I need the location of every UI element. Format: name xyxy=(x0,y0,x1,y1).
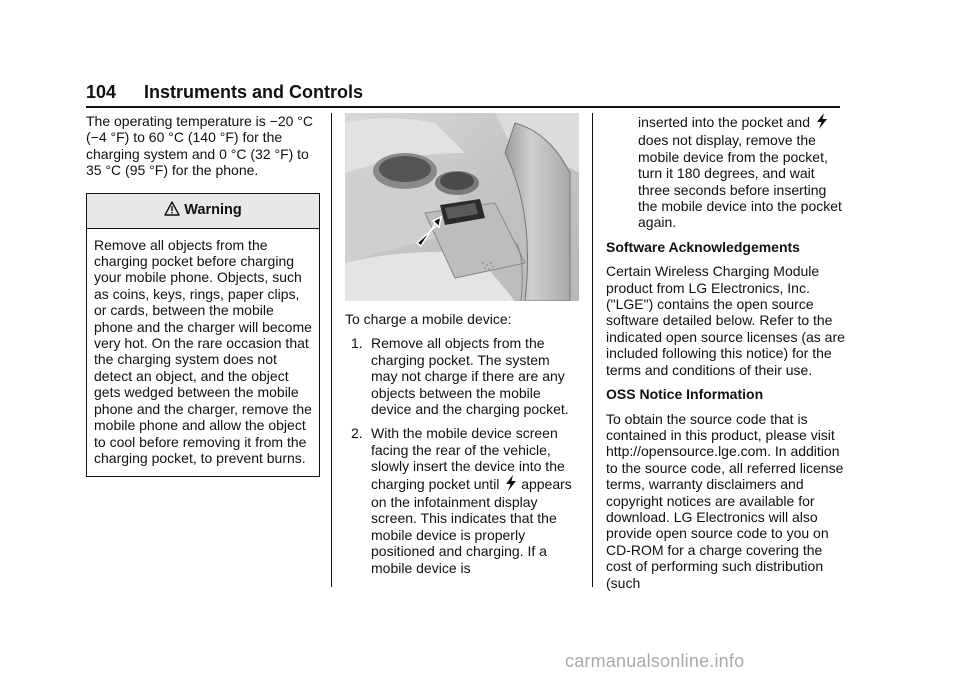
charge-lead: To charge a mobile device: xyxy=(345,311,512,327)
charging-bolt-icon xyxy=(816,113,828,132)
step-number: 1. xyxy=(351,335,363,352)
header-rule xyxy=(86,106,840,108)
warning-header xyxy=(87,194,319,229)
oss-heading: OSS Notice Information xyxy=(606,386,764,403)
column-3 xyxy=(606,113,846,591)
warning-box xyxy=(86,193,320,478)
temperature-paragraph: The operating temperature is −20 °C (−4 °F) to 60 °C (140 °F) for the charging system and 0 °C (32 °F) to 35 °C (95 °F) for the phone. xyxy=(86,113,314,179)
column-1 xyxy=(86,113,320,477)
step-number: 2. xyxy=(351,425,363,442)
warning-body: Remove all objects from the charging pocket before charging your mobile phone. Objects, such as coins, keys, rings, paper clips, or cards, between the mobile phone and the charger will become very hot. On the rare occasion that the charging system does not detect an object, and the object gets wedged between the mobile phone and the charger, remove the mobile phone and allow the object to cool before removing it from the charging pocket, to prevent burns. xyxy=(94,236,312,466)
step-text-b: appears on the infotainment display screen. This indicates that the mobile device is properly positioned and charging. If a mobile device is xyxy=(371,475,572,576)
page-number: 104 xyxy=(86,82,117,102)
list-item xyxy=(345,335,579,417)
column-divider-2 xyxy=(592,113,593,587)
warning-label: Warning xyxy=(184,202,242,219)
watermark: carmanualsonline.info xyxy=(565,651,745,671)
step-text: Remove all objects from the charging pocket. The system may not charge if there are any objects between the mobile device and the charging pocket. xyxy=(371,335,569,418)
continued-text-b: does not display, remove the mobile device from the pocket, turn it 180 degrees, and wait three seconds before inserting the mobile device into the pocket again. xyxy=(638,132,842,231)
step-text-a: With the mobile device screen facing the rear of the vehicle, slowly insert the device into the charging pocket until xyxy=(371,425,565,492)
charging-bolt-icon xyxy=(505,475,517,494)
charge-steps xyxy=(345,335,579,576)
warning-triangle-icon xyxy=(164,201,180,220)
continued-text-a: inserted into the pocket and xyxy=(638,114,811,130)
charging-pocket-photo xyxy=(345,113,579,301)
continued-step xyxy=(606,113,846,231)
software-paragraph: Certain Wireless Charging Module product from LG Electronics, Inc. ("LGE") contains the open source software detailed below. Refer to the indicated open source licenses (as are included following this notice) for the terms and conditions of their use. xyxy=(606,263,845,378)
section-title: Instruments and Controls xyxy=(144,82,364,102)
oss-paragraph: To obtain the source code that is contained in this product, please visit http://opensource.lge.com. In addition to the source code, all referred license terms, warranty disclaimers and copyright notices are available for download. LG Electronics will also provide open source code to you on CD-ROM for a charge covering the cost of performing such distribution (such xyxy=(606,410,844,591)
software-heading: Software Acknowledgements xyxy=(606,238,800,255)
column-2 xyxy=(345,113,579,584)
list-item xyxy=(345,425,579,576)
column-divider-1 xyxy=(331,113,332,587)
